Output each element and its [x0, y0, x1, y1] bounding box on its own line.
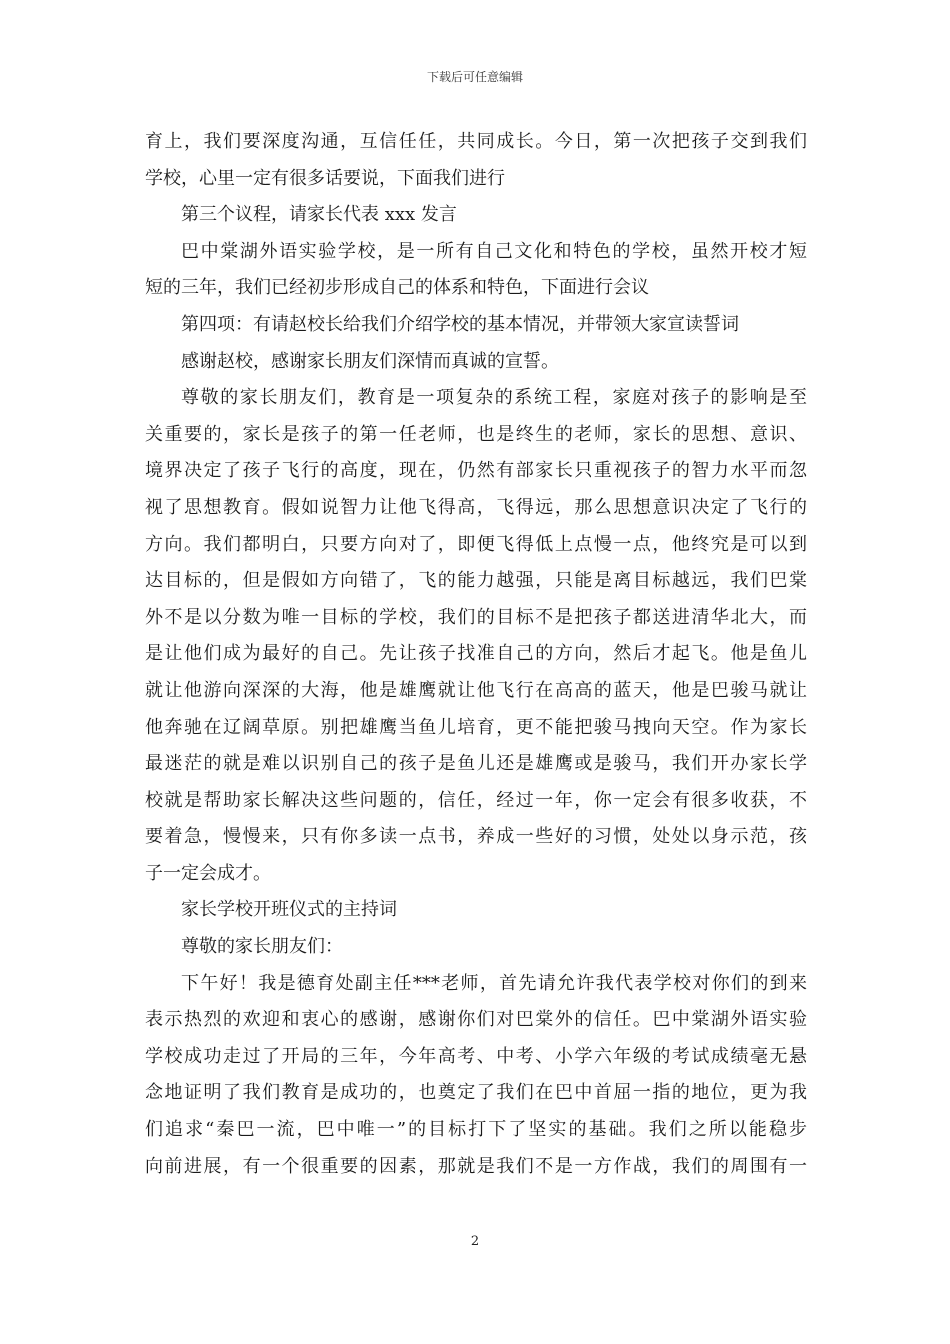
text-line: 尊敬的家长朋友们，教育是一项复杂的系统工程，家庭对孩子的影响是至: [181, 387, 807, 409]
text-line: 要着急，慢慢来，只有你多读一点书，养成一些好的习惯，处处以身示范，孩: [145, 826, 807, 848]
text-line: 尊敬的家长朋友们：: [181, 936, 343, 958]
text-line: 视了思想教育。假如说智力让他飞得高，飞得远，那么思想意识决定了飞行的: [145, 496, 807, 518]
text-line: 校就是帮助家长解决这些问题的，信任，经过一年，你一定会有很多收获，不: [145, 789, 807, 811]
text-line: 第四项：有请赵校长给我们介绍学校的基本情况，并带领大家宣读誓词: [181, 313, 739, 335]
document-body: [145, 124, 807, 1185]
text-line: 家长学校开班仪式的主持词: [181, 899, 397, 921]
text-line: 短的三年，我们已经初步形成自己的体系和特色，下面进行会议: [145, 277, 649, 299]
text-line: 第三个议程，请家长代表 xxx 发言: [181, 204, 457, 226]
text-line: 巴中棠湖外语实验学校，是一所有自己文化和特色的学校，虽然开校才短: [181, 240, 807, 262]
text-line: 育上，我们要深度沟通，互信任任，共同成长。今日，第一次把孩子交到我们: [145, 131, 807, 152]
text-line: 方向。我们都明白，只要方向对了，即便飞得低上点慢一点，他终究是可以到: [145, 533, 807, 555]
text-line: 境界决定了孩子飞行的高度，现在，仍然有部家长只重视孩子的智力水平而忽: [145, 460, 807, 482]
text-line: 向前进展，有一个很重要的因素，那就是我们不是一方作战，我们的周围有一: [145, 1155, 807, 1177]
text-line: 学校成功走过了开局的三年，今年高考、中考、小学六年级的考试成绩毫无悬: [145, 1045, 807, 1067]
text-line: 是让他们成为最好的自己。先让孩子找准自己的方向，然后才起飞。他是鱼儿: [145, 643, 807, 665]
text-line: 表示热烈的欢迎和衷心的感谢，感谢你们对巴棠外的信任。巴中棠湖外语实验: [145, 1009, 807, 1031]
text-line: 下午好！我是德育处副主任***老师，首先请允许我代表学校对你们的到来: [181, 972, 807, 994]
text-line: 念地证明了我们教育是成功的，也奠定了我们在巴中首屈一指的地位，更为我: [145, 1082, 807, 1104]
text-line: 就让他游向深深的大海，他是雄鹰就让他飞行在高高的蓝天，他是巴骏马就让: [145, 679, 807, 701]
text-line: 他奔驰在辽阔草原。别把雄鹰当鱼儿培育，更不能把骏马拽向天空。作为家长: [145, 716, 807, 738]
text-line: 学校，心里一定有很多话要说，下面我们进行: [145, 167, 505, 189]
page-header: 下载后可任意编辑: [426, 70, 523, 84]
text-line: 外不是以分数为唯一目标的学校，我们的目标不是把孩子都送进清华北大，而: [145, 606, 807, 628]
text-line: 们追求“秦巴一流，巴中唯一”的目标打下了坚实的基础。我们之所以能稳步: [145, 1119, 807, 1141]
text-line: 感谢赵校，感谢家长朋友们深情而真诚的宣誓。: [181, 350, 559, 372]
text-line: 达目标的，但是假如方向错了，飞的能力越强，只能是离目标越远，我们巴棠: [145, 570, 807, 592]
text-line: 子一定会成才。: [145, 862, 271, 884]
page-number: 2: [470, 1234, 480, 1249]
text-line: 最迷茫的就是难以识别自己的孩子是鱼儿还是雄鹰或是骏马，我们开办家长学: [145, 753, 807, 775]
text-line: 关重要的，家长是孩子的第一任老师，也是终生的老师，家长的思想、意识、: [145, 423, 807, 445]
